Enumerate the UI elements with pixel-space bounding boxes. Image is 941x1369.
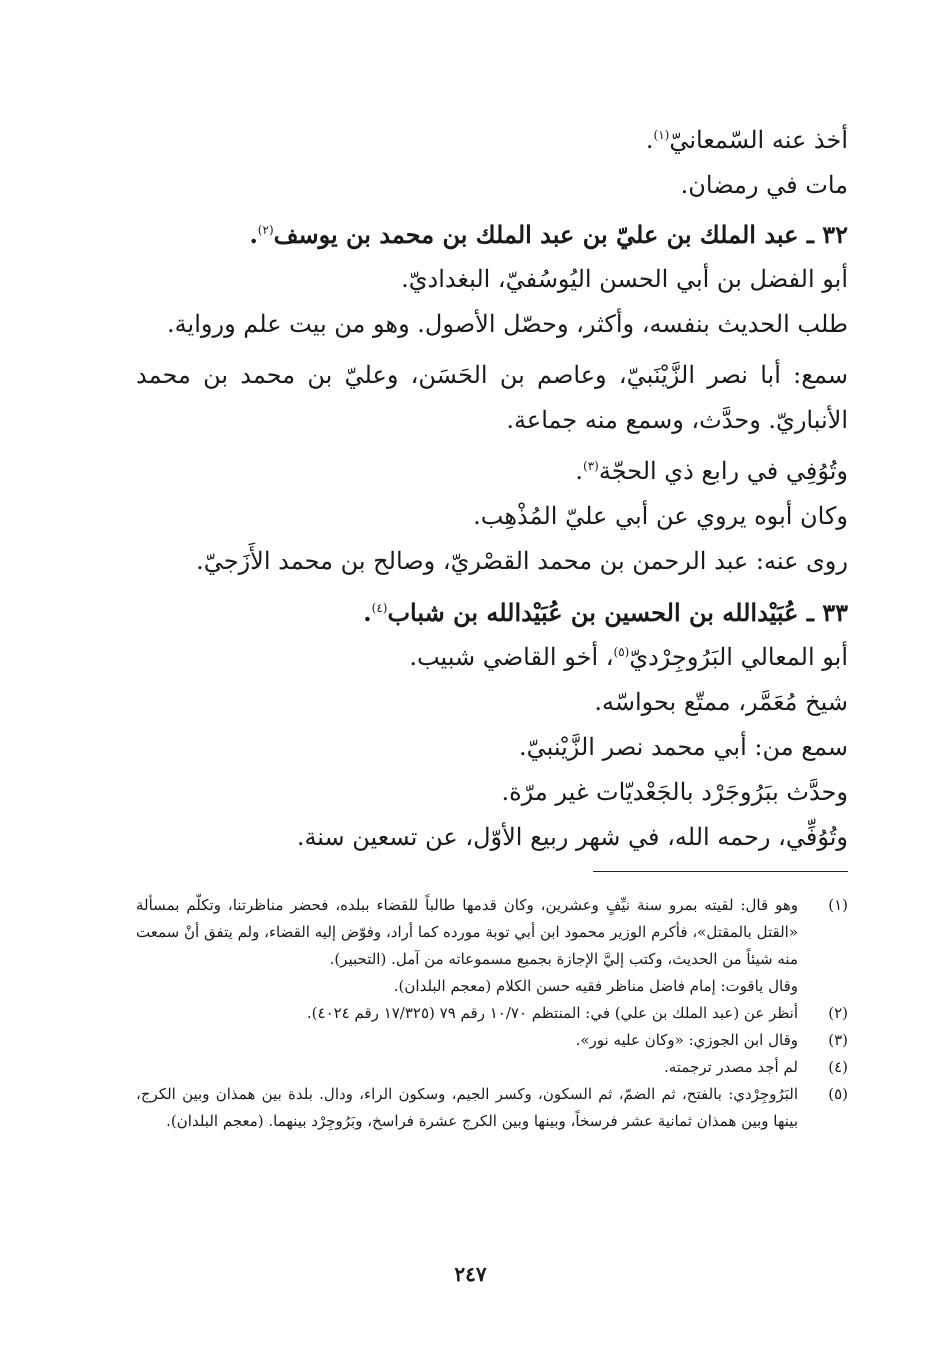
footnote-item [136, 1054, 848, 1081]
footnote-number: (٤) [828, 1058, 848, 1076]
footnote-paragraph: وقال ياقوت: إمام فاضل مناظر فقيه حسن الكلام (معجم البلدان). [393, 977, 798, 995]
footnote-text [136, 1000, 798, 1027]
footnote-ref: (٥) [613, 645, 630, 659]
text-span: ، أخو القاضي شبيب. [409, 643, 614, 671]
entry-title-text: ٣٢ ـ عبد الملك بن عليّ بن عبد الملك بن محمد بن يوسف [273, 220, 848, 249]
text-span: . [249, 220, 258, 249]
entry-title-32 [136, 212, 848, 257]
text-line [136, 118, 848, 163]
footnote-text [136, 892, 798, 1000]
footnote-separator [593, 871, 848, 872]
text-span: أخذ عنه السّمعانيّ [669, 126, 848, 154]
footnote-ref: (٢) [257, 223, 274, 237]
footnote-paragraph: البَرُوجِرْدي: بالفتح، ثم الضمّ، ثم السكون، وكسر الجيم، وسكون الراء، ودال. بلدة بين همذان وبين الكرج، بينها وبين همذان ثمانية عشر فرسخاً، وبينها وبين الكرج عشرة فراسخ، وبَرُوجِرْد بينهما. (معجم البلدان). [136, 1085, 798, 1130]
footnote-ref: (٤) [371, 601, 388, 615]
text-span: وتُوُفِي في رابع ذي الحجّة [598, 457, 848, 485]
text-span: أبو المعالي البَرُوجِرْديّ [629, 643, 848, 671]
page-number: ٢٤٧ [454, 1262, 487, 1286]
entry-paragraph: شيخ مُعَمَّر، ممتّع بحواسّه. [594, 688, 848, 716]
footnote-paragraph: لم أجد مصدر ترجمته. [663, 1058, 798, 1076]
footnote-paragraph: أنظر عن (عبد الملك بن علي) في: المنتظم ١٠/٧٠ رقم ٧٩ (١٧/٣٢٥ رقم ٤٠٢٤). [306, 1004, 798, 1022]
footnote-text [136, 1081, 798, 1135]
entry-kunya [136, 635, 848, 680]
footnote-item [136, 1081, 848, 1135]
entry-title-33 [136, 590, 848, 635]
footnote-text [136, 1054, 798, 1081]
entry-paragraph: روى عنه: عبد الرحمن بن محمد القصْريّ، وصالح بن محمد الأَزَجيّ. [196, 547, 848, 575]
footnote-paragraph: وهو قال: لقيته بمرو سنة نيِّفٍ وعشرين، وكان قدمها طالباً للقضاء ببلده، فحضر مناظرتنا، وتكلّم بمسألة «القتل بالمقتل»، فأكرم الوزير محمود ابن أبي توبة مورده كما أراد، وفوّض إليه القضاء، ولم يتفق أنْ سمعت منه شيئاً من الحديث، وكتب إليَّ الإجازة بجميع مسموعاته من آمل. (التحبير). [136, 896, 798, 968]
footnote-number: (٣) [828, 1031, 848, 1049]
entry-paragraph: سمع من: أبي محمد نصر الزَّيْنبيّ. [518, 733, 848, 761]
text-line: مات في رمضان. [680, 171, 848, 199]
main-text [136, 118, 848, 860]
entry-title-text: ٣٣ ـ عُبَيْدالله بن الحسين بن عُبَيْدالله بن شباب [387, 598, 848, 627]
footnote-paragraph: وقال ابن الجوزي: «وكان عليه نور». [575, 1031, 798, 1049]
entry-death [136, 449, 848, 494]
entry-paragraph: وكان أبوه يروي عن أبي عليّ المُذْهِب. [473, 502, 848, 530]
footnote-number: (٥) [828, 1085, 848, 1103]
footnotes [136, 892, 848, 1135]
entry-paragraph: طلب الحديث بنفسه، وأكثر، وحصّل الأصول. وهو من بيت علم ورواية. [167, 310, 848, 338]
text-span: . [575, 457, 584, 485]
footnote-number: (١) [828, 896, 848, 914]
footnote-ref: (١) [653, 128, 670, 142]
entry-death: وتُوُفِّي، رحمه الله، في شهر ربيع الأوّل، عن تسعين سنة. [296, 823, 848, 851]
footnote-ref: (٣) [583, 459, 599, 473]
entry-paragraph: سمع: أبا نصر الزَّيْنَبيّ، وعاصم بن الحَسَن، وعليّ بن محمد بن محمد الأنباريّ. وحدَّث، وسمع منه جماعة. [136, 361, 848, 434]
entry-kunya: أبو الفضل بن أبي الحسن اليُوسُفيّ، البغداديّ. [401, 265, 848, 293]
footnote-item [136, 892, 848, 1000]
footnote-text [136, 1027, 798, 1054]
entry-paragraph: وحدَّث ببَرُوجَرْد بالجَعْديّات غير مرّة. [501, 778, 848, 806]
text-span: . [363, 598, 372, 627]
text-span: . [645, 126, 654, 154]
footnote-item [136, 1027, 848, 1054]
footnote-number: (٢) [828, 1004, 848, 1022]
footnote-item [136, 1000, 848, 1027]
